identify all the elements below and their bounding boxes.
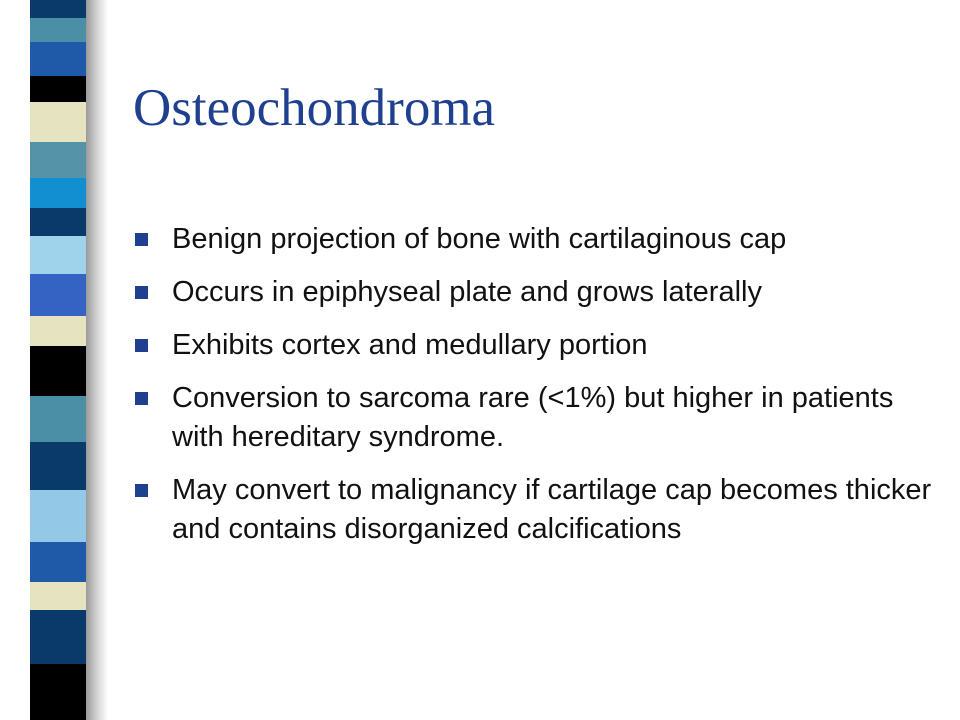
- stripe-segment: [30, 178, 86, 208]
- decorative-stripe-bar: [30, 0, 86, 720]
- stripe-segment: [30, 542, 86, 582]
- stripe-segment: [30, 396, 86, 442]
- bullet-text: May convert to malignancy if cartilage cap becomes thicker and contains disorganized calcifications: [172, 474, 932, 545]
- slide-title: Osteochondroma: [133, 79, 496, 137]
- stripe-segment: [30, 0, 86, 18]
- stripe-segment: [30, 442, 86, 490]
- bullet-item: [135, 326, 935, 365]
- stripe-segment: [30, 316, 86, 346]
- stripe-segment: [30, 610, 86, 664]
- stripe-shadow: [86, 0, 108, 720]
- stripe-segment: [30, 18, 86, 42]
- stripe-segment: [30, 102, 86, 142]
- square-bullet-icon: [135, 392, 148, 405]
- stripe-segment: [30, 582, 86, 610]
- stripe-segment: [30, 208, 86, 236]
- square-bullet-icon: [135, 233, 148, 246]
- square-bullet-icon: [135, 286, 148, 299]
- stripe-segment: [30, 490, 86, 542]
- bullet-text: Conversion to sarcoma rare (<1%) but higher in patients with hereditary syndrome.: [172, 382, 894, 453]
- stripe-segment: [30, 42, 86, 76]
- stripe-segment: [30, 236, 86, 274]
- bullet-item: [135, 471, 935, 549]
- bullet-item: [135, 220, 935, 259]
- square-bullet-icon: [135, 339, 148, 352]
- bullet-text: Occurs in epiphyseal plate and grows laterally: [172, 276, 762, 308]
- stripe-segment: [30, 76, 86, 102]
- bullet-text: Exhibits cortex and medullary portion: [172, 329, 648, 361]
- bullet-text: Benign projection of bone with cartilaginous cap: [172, 223, 787, 255]
- bullet-list: [135, 220, 935, 563]
- bullet-item: [135, 379, 935, 457]
- stripe-segment: [30, 664, 86, 720]
- stripe-segment: [30, 142, 86, 178]
- stripe-segment: [30, 274, 86, 316]
- square-bullet-icon: [135, 484, 148, 497]
- stripe-segment: [30, 346, 86, 396]
- bullet-item: [135, 273, 935, 312]
